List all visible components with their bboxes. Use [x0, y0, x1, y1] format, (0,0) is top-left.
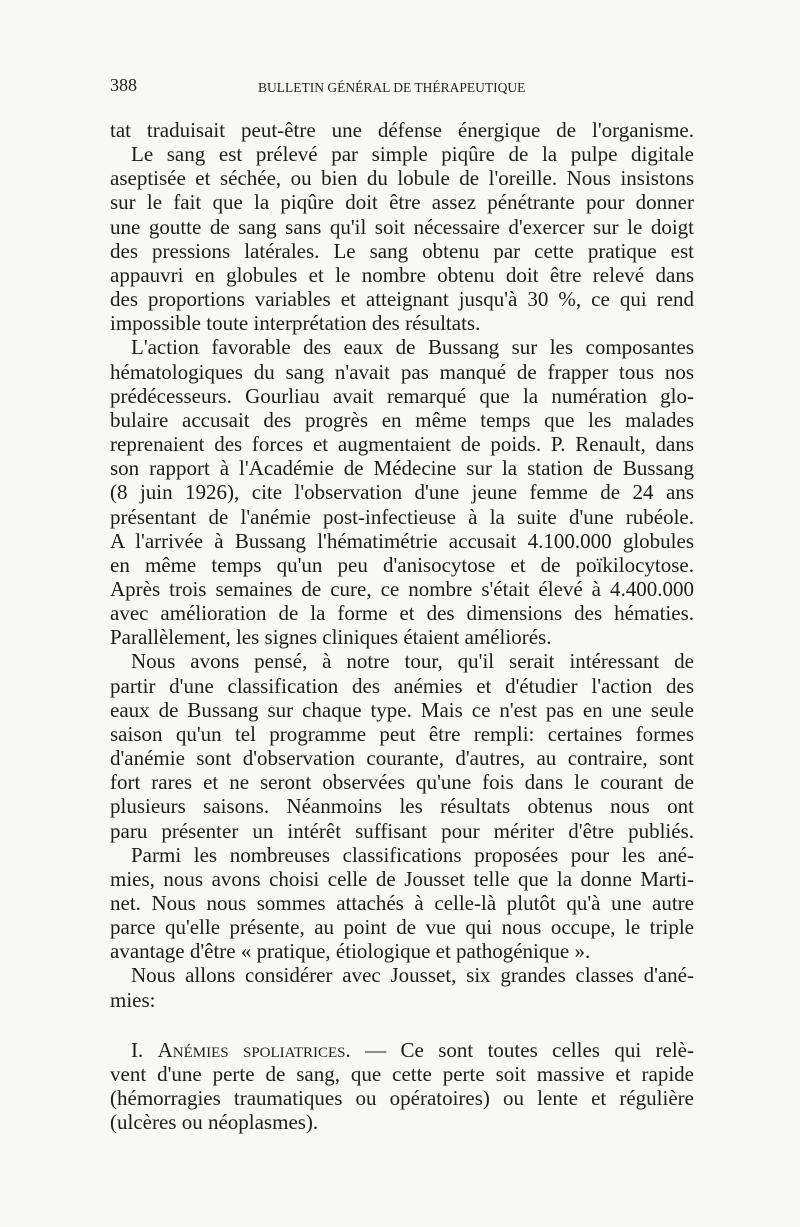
text-line: appauvri en globules et le nombre obtenu doit être relevé dans — [110, 262, 694, 287]
text-line: présentant de l'anémie post-infectieuse à la suite d'une rubéole. — [110, 504, 694, 529]
text-line: des proportions variables et atteignant jusqu'à 30 %, ce qui rend — [110, 287, 694, 312]
section-title: Anémies spoliatrices. — [157, 1037, 351, 1062]
text-line: L'action favorable des eaux de Bussang sur les composantes — [131, 335, 694, 360]
text-line: saison qu'un tel programme peut être rempli: certaines formes — [110, 721, 694, 746]
text-line: impossible toute interprétation des résultats. — [110, 311, 481, 336]
text-line: parce qu'elle présente, au point de vue qui nous occupe, le triple — [110, 915, 694, 940]
text-line: d'anémie sont d'observation courante, d'autres, au contraire, sont — [110, 746, 694, 771]
text-line: bulaire accusait des progrès en même temps que les malades — [110, 407, 694, 432]
text-line: mies: — [110, 987, 156, 1012]
text-line: paru présenter un intérêt suffisant pour mériter d'être publiés. — [110, 818, 694, 843]
text-line: plusieurs saisons. Néanmoins les résultats obtenus nous ont — [110, 794, 694, 819]
text-line: prédécesseurs. Gourliau avait remarqué que la numération glo- — [110, 383, 694, 408]
text-line: mies, nous avons choisi celle de Jousset telle que la donne Marti- — [110, 866, 694, 891]
section-heading-line — [110, 1038, 694, 1062]
text-line: Après trois semaines de cure, ce nombre s'était élevé à 4.400.000 — [110, 576, 694, 601]
text-line: avantage d'être « pratique, étiologique et pathogénique ». — [110, 939, 591, 964]
paragraph — [110, 963, 694, 1011]
text-line: net. Nous nous sommes attachés à celle-là plutôt qu'à une autre — [110, 891, 694, 915]
text-line: hématologiques du sang n'avait pas manqué de frapper tous nos — [110, 359, 694, 384]
text-line: Parallèlement, les signes cliniques étaient améliorés. — [110, 625, 552, 650]
paragraph — [110, 142, 694, 335]
text-line: reprenaient des forces et augmentaient de poids. P. Renault, dans — [110, 432, 694, 457]
page-number: 388 — [110, 75, 137, 95]
text-line: son rapport à l'Académie de Médecine sur la station de Bussang — [110, 456, 694, 481]
text-line: tat traduisait peut-être une défense énergique de l'organisme. — [110, 118, 694, 142]
text-line: vent d'une perte de sang, que cette perte soit massive et rapide — [110, 1061, 694, 1086]
text-line: avec amélioration de la forme et des dimensions des hématies. — [110, 601, 694, 626]
text-line: A l'arrivée à Bussang l'hématimétrie accusait 4.100.000 globules — [110, 528, 694, 553]
paragraph — [110, 649, 694, 842]
text-line: fort rares et ne seront observées qu'une fois dans le courant de — [110, 770, 694, 795]
text-line: (ulcères ou néoplasmes). — [110, 1110, 319, 1135]
paragraph — [110, 118, 694, 142]
text-line: Nous avons pensé, à notre tour, qu'il serait intéressant de — [131, 649, 694, 674]
text-line: Le sang est prélevé par simple piqûre de la pulpe digitale — [131, 142, 694, 167]
section-anemies-spoliatrices — [110, 1038, 694, 1135]
section-lead-text: — Ce sont toutes celles qui relè- — [365, 1037, 694, 1062]
text-line: aseptisée et séchée, ou bien du lobule de l'oreille. Nous insistons — [110, 166, 694, 191]
text-line: (8 juin 1926), cite l'observation d'une jeune femme de 24 ans — [110, 480, 694, 505]
text-line: des pressions latérales. Le sang obtenu par cette pratique est — [110, 238, 694, 263]
section-number: I. — [131, 1037, 144, 1062]
running-title: BULLETIN GÉNÉRAL DE THÉRAPEUTIQUE — [258, 80, 526, 95]
text-line: (hémorragies traumatiques ou opératoires) ou lente et régulière — [110, 1086, 694, 1111]
text-line: eaux de Bussang sur chaque type. Mais ce n'est pas en une seule — [110, 697, 694, 722]
paragraph — [110, 335, 694, 649]
text-line: partir d'une classification des anémies et d'étudier l'action des — [110, 673, 694, 698]
text-line: une goutte de sang sans qu'il soit nécessaire d'exercer sur le doigt — [110, 214, 694, 239]
text-line: en même temps qu'un peu d'anisocytose et de poïkilocytose. — [110, 552, 694, 577]
body-text — [110, 118, 694, 1134]
text-line: sur le fait que la piqûre doit être assez pénétrante pour donner — [110, 190, 694, 215]
text-line: Parmi les nombreuses classifications proposées pour les ané- — [131, 842, 694, 867]
text-line: Nous allons considérer avec Jousset, six grandes classes d'ané- — [131, 963, 694, 988]
paragraph — [110, 843, 694, 964]
